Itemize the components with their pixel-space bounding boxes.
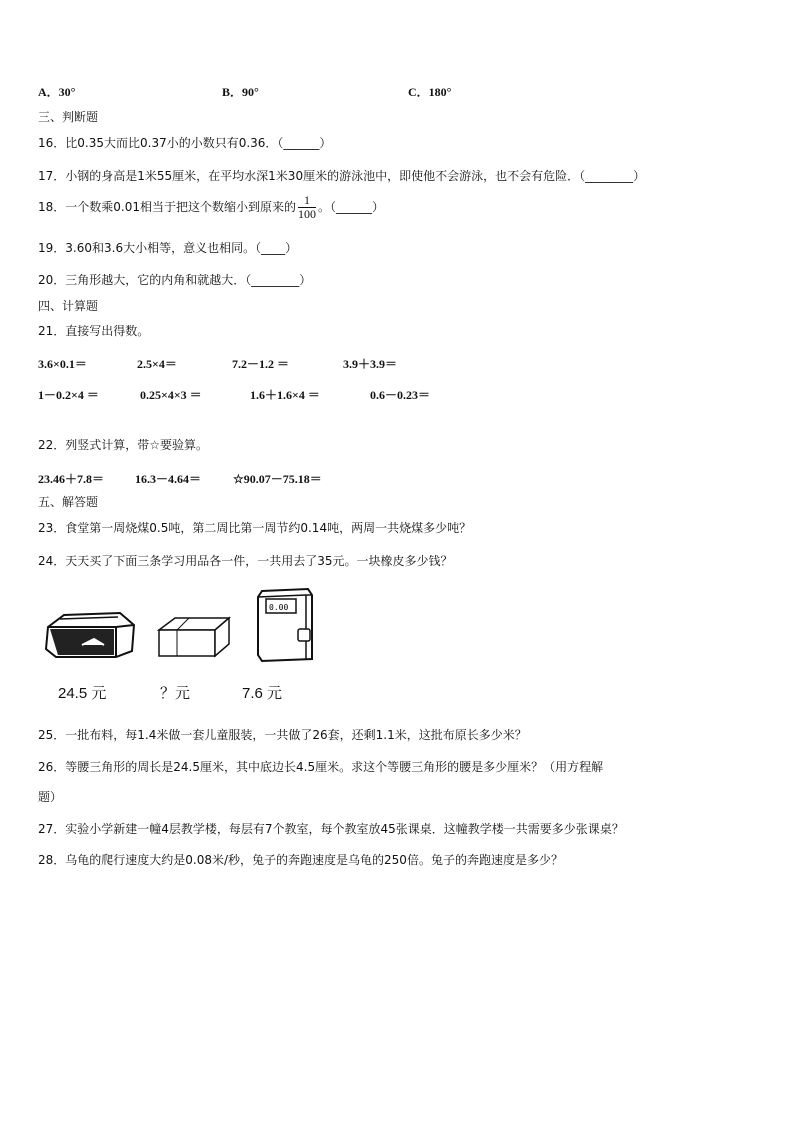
calc-item: 0.6－0.23＝: [370, 388, 431, 402]
calc-item: ☆90.07－75.18＝: [233, 472, 322, 486]
question-22: 22．列竖式计算，带☆要验算。: [38, 438, 209, 452]
pencil-case-price-label: 24.5 元: [58, 685, 107, 702]
question-24: 24．天天买了下面三条学习用品各一件，一共用去了35元。一块橡皮多少钱？: [38, 554, 453, 568]
section-title-word-problems: 五、解答题: [38, 495, 99, 509]
eraser-price-label: ？元: [160, 685, 191, 702]
fraction-denominator: 100: [298, 207, 316, 221]
question-21: 21．直接写出得数。: [38, 324, 150, 338]
question-20: 20．三角形越大，它的内角和就越大．（________）: [38, 273, 312, 287]
question-19: 19．3.60和3.6大小相等，意义也相同。（____）: [38, 241, 298, 255]
fraction-numerator: 1: [298, 194, 316, 208]
question-25: 25．一批布料，每1.4米做一套儿童服装，一共做了26套，还剩1.1米，这批布原长多少米？: [38, 728, 527, 742]
calc-item: 0.25×4×3 ＝: [140, 388, 202, 402]
eraser-illustration: [155, 612, 235, 660]
calc-item: 3.9＋3.9＝: [343, 357, 398, 371]
question-18-answer-blank: 。（______）: [318, 200, 385, 214]
option-b: B．90°: [222, 85, 259, 99]
question-18-text: 18．一个数乘0.01相当于把这个数缩小到原来的: [38, 200, 296, 214]
calc-item: 7.2－1.2 ＝: [232, 357, 290, 371]
calculator-price-label: 7.6 元: [242, 685, 283, 702]
section-title-judgement: 三、判断题: [38, 110, 99, 124]
question-17: 17．小钢的身高是1米55厘米，在平均水深1米30厘米的游泳池中，即使他不会游泳，也不会有危险．（________）: [38, 169, 646, 183]
calc-item: 16.3－4.64＝: [135, 472, 202, 486]
question-23: 23．食堂第一周烧煤0.5吨，第二周比第一周节约0.14吨，两周一共烧煤多少吨？: [38, 521, 472, 535]
calc-item: 3.6×0.1＝: [38, 357, 87, 371]
question-27: 27．实验小学新建一幢4层教学楼，每层有7个教室，每个教室放45张课桌．这幢教学楼一共需要多少张课桌？: [38, 822, 624, 836]
question-28: 28．乌龟的爬行速度大约是0.08米/秒，兔子的奔跑速度是乌龟的250倍。兔子的奔跑速度是多少？: [38, 853, 563, 867]
section-title-calculation: 四、计算题: [38, 299, 99, 313]
pencil-case-illustration: [42, 605, 138, 663]
option-a: A．30°: [38, 85, 76, 99]
calculator-illustration: [254, 585, 316, 665]
calc-item: 23.46＋7.8＝: [38, 472, 105, 486]
question-18: [38, 194, 384, 221]
question-26-continued: 题）: [38, 790, 63, 804]
calculator-display: 0.00: [269, 603, 289, 612]
fraction: [298, 194, 316, 221]
question-26: 26．等腰三角形的周长是24.5厘米，其中底边长4.5厘米。求这个等腰三角形的腰是多少厘米？（用方程解: [38, 760, 604, 774]
calc-item: 2.5×4＝: [137, 357, 177, 371]
calc-item: 1－0.2×4 ＝: [38, 388, 99, 402]
option-c: C．180°: [408, 85, 452, 99]
calc-item: 1.6＋1.6×4 ＝: [250, 388, 320, 402]
question-16: 16．比0.35大而比0.37小的小数只有0.36．（______）: [38, 136, 332, 150]
